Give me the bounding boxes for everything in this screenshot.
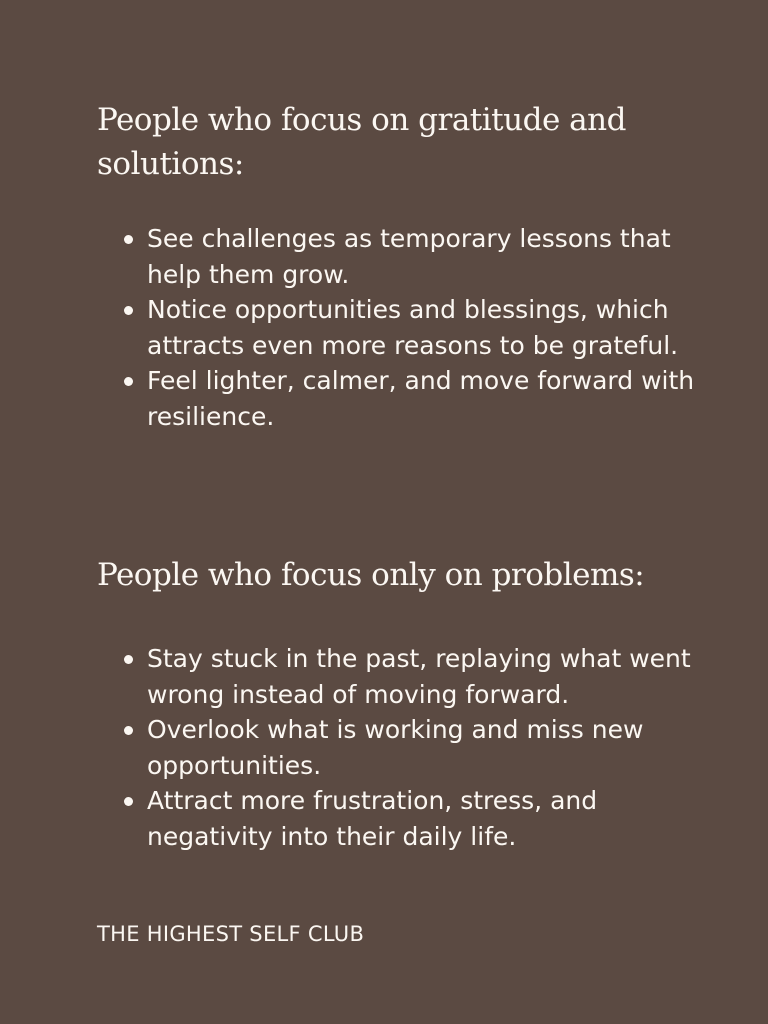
bullet-text: Notice opportunities and blessings, which attracts even more reasons to be grateful. (147, 295, 679, 360)
list-item (97, 641, 720, 712)
bullet-text: Feel lighter, calmer, and move forward with resilience. (147, 366, 695, 431)
list-item (97, 783, 720, 854)
gratitude-section (97, 98, 720, 434)
list-item (97, 363, 720, 434)
bullet-dot-icon (124, 306, 133, 315)
brand-footer: THE HIGHEST SELF CLUB (97, 922, 365, 946)
bullet-dot-icon (124, 235, 133, 244)
gratitude-bullet-list (97, 221, 720, 434)
gratitude-heading: People who focus on gratitude and solutions: (97, 102, 626, 182)
problems-bullet-list (97, 641, 720, 854)
bullet-dot-icon (124, 726, 133, 735)
list-item (97, 221, 720, 292)
bullet-dot-icon (124, 377, 133, 386)
problems-heading: People who focus only on problems: (97, 557, 645, 593)
bullet-dot-icon (124, 655, 133, 664)
bullet-text: Stay stuck in the past, replaying what went wrong instead of moving forward. (147, 644, 691, 709)
list-item (97, 292, 720, 363)
problems-section (97, 553, 720, 854)
list-item (97, 712, 720, 783)
bullet-dot-icon (124, 797, 133, 806)
bullet-text: See challenges as temporary lessons that help them grow. (147, 224, 671, 289)
bullet-text: Attract more frustration, stress, and negativity into their daily life. (147, 786, 598, 851)
bullet-text: Overlook what is working and miss new opportunities. (147, 715, 644, 780)
